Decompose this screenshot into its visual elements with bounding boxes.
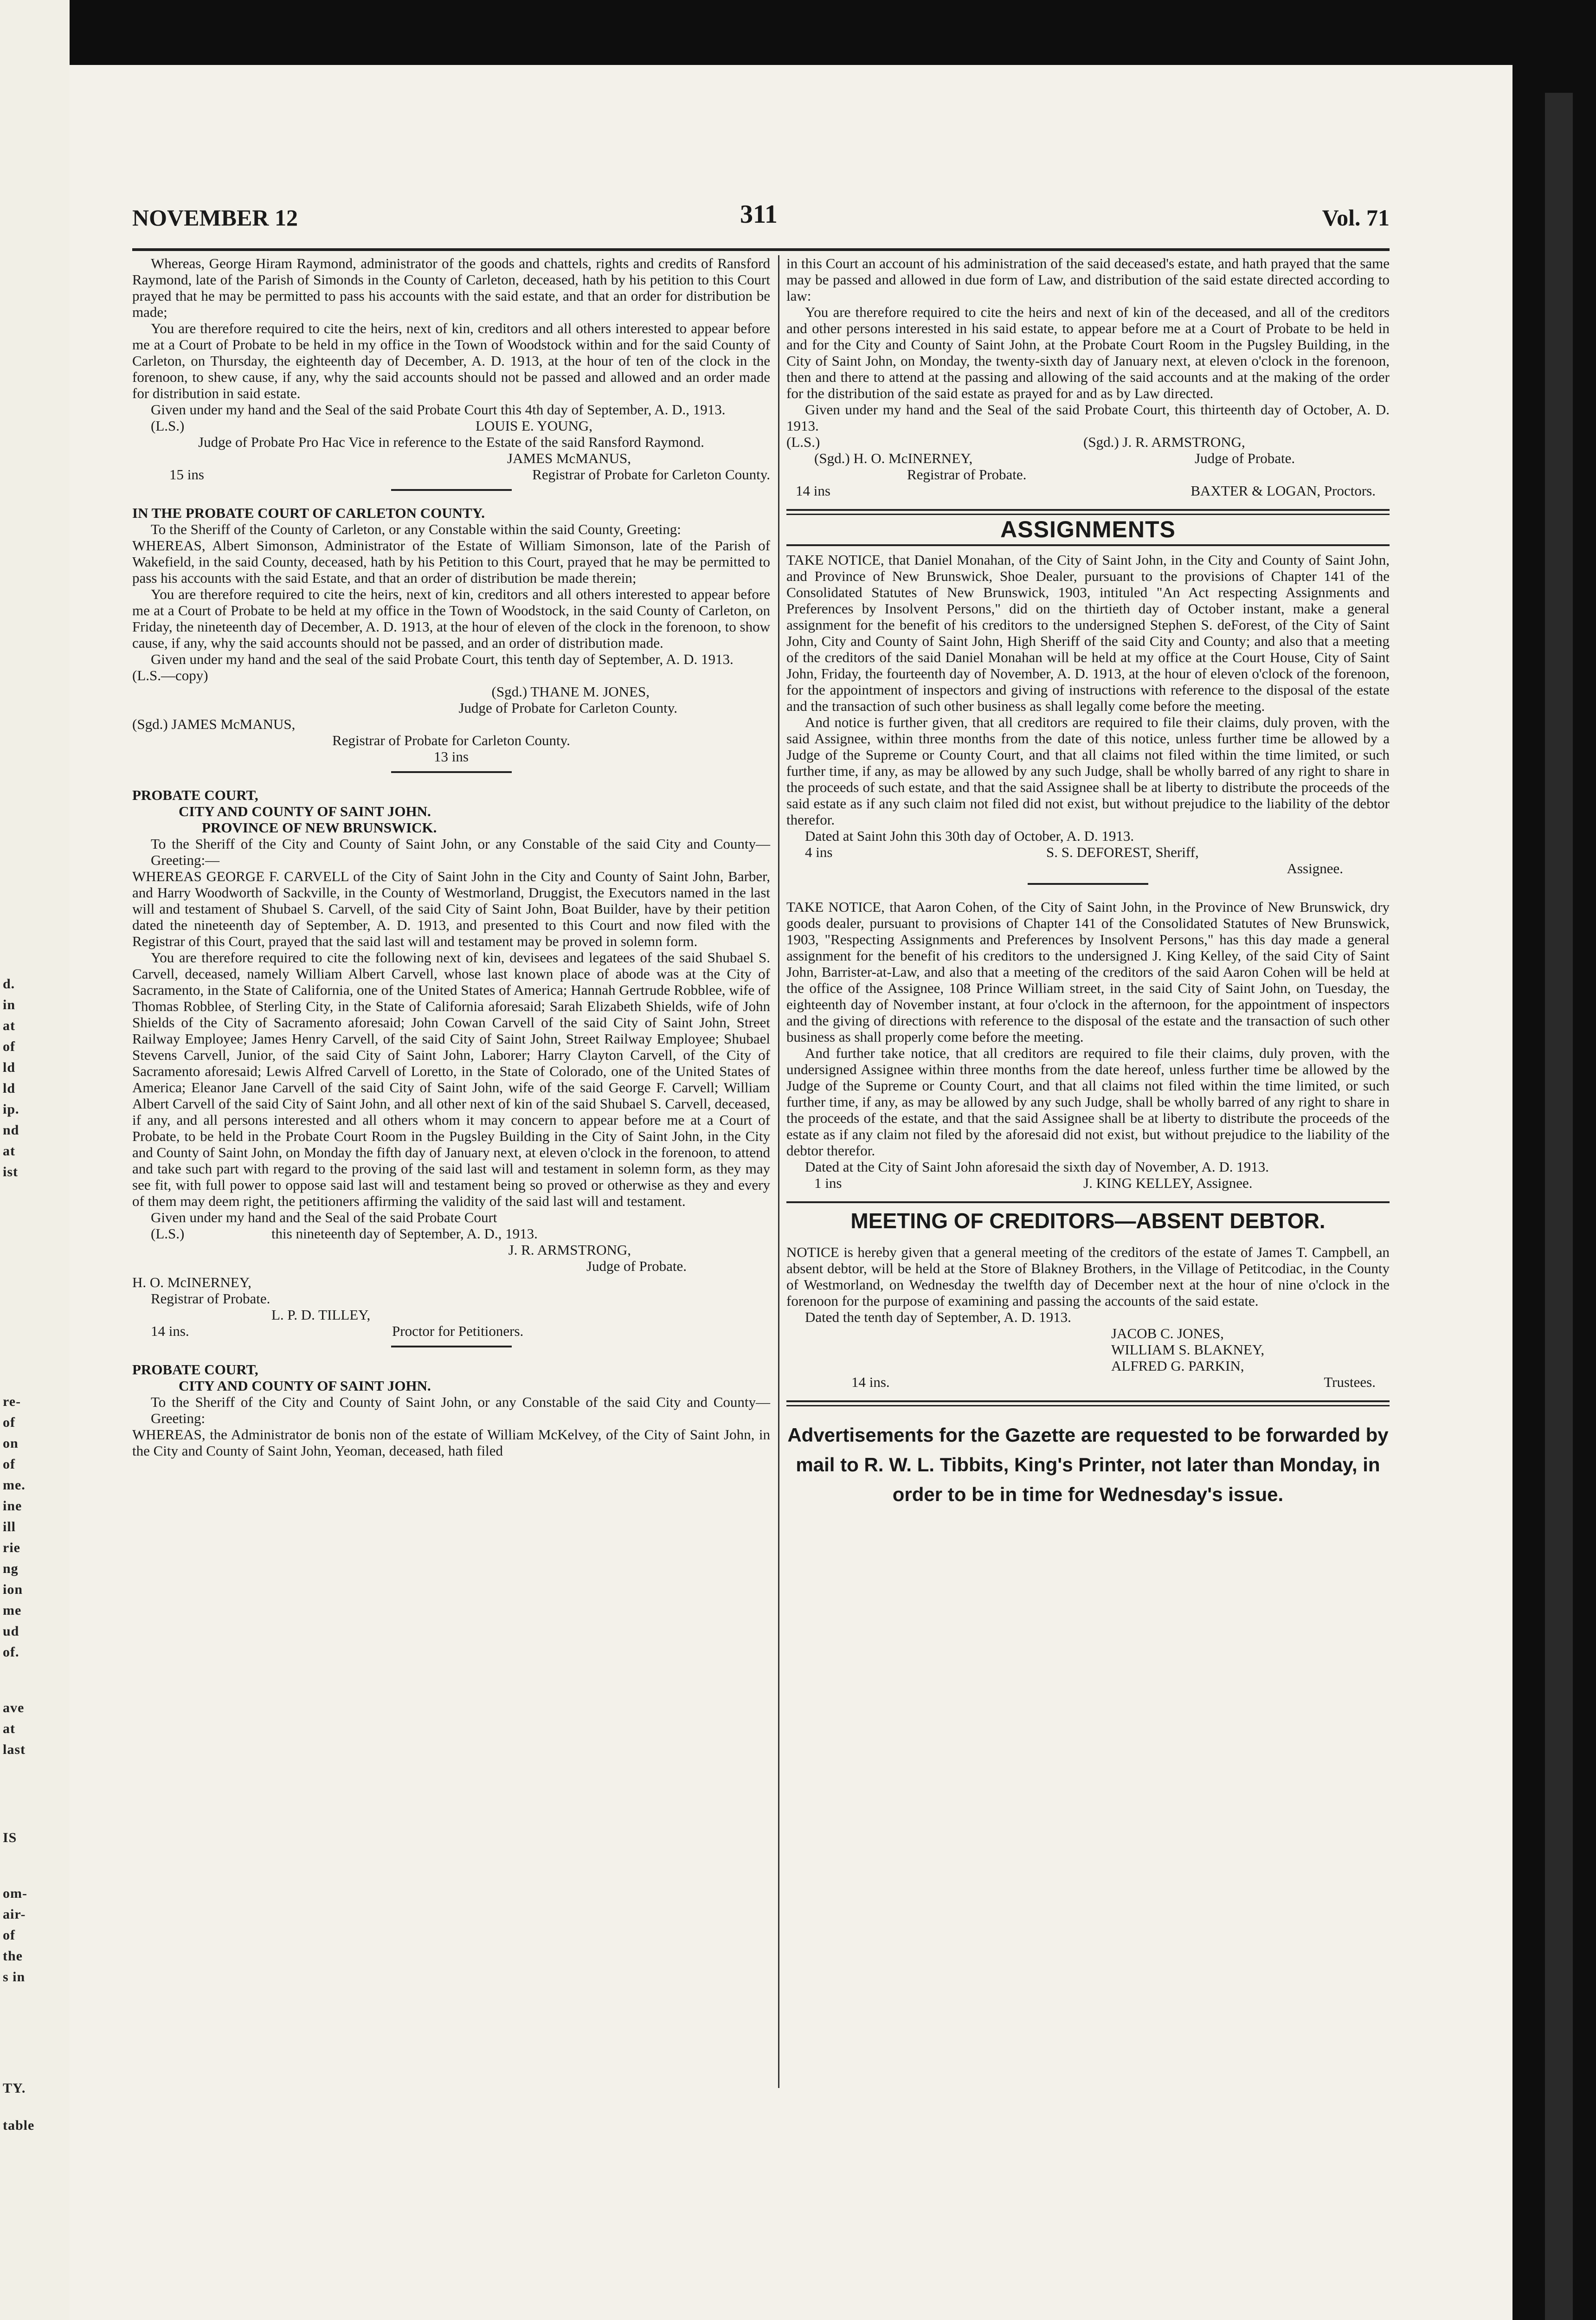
notice-date: Dated at Saint John this 30th day of October, A. D. 1913. [805,828,1134,844]
notice-separator [391,1346,512,1347]
probate-notice-carvell [132,787,770,1347]
margin-fragment: ine [3,1498,22,1514]
right-column [786,255,1390,1509]
adjacent-page-margin [0,0,70,2320]
signature-line [786,1374,1390,1390]
signature-line [132,418,770,434]
signature-line [132,466,770,483]
registrar-name: JAMES McMANUS, [507,450,631,466]
absent-debtor-notice [786,1244,1390,1390]
notice-paragraph: WHEREAS, Albert Simonson, Administrator of the Estate of William Simonson, late of the Parish of Wakefield, in the said County, deceased, hath by his Petition to this Court, prayed that he may be permitted to pass his accounts with the said Estate, and that an order of distribution be made therein; [132,537,770,586]
notice-address: To the Sheriff of the County of Carleton, or any Constable within the said County, Greeting: [151,521,681,537]
trustee-name: ALFRED G. PARKIN, [1111,1358,1244,1374]
registrar-title: Registrar of Probate. [151,1290,270,1307]
seal-mark: (L.S.) [786,434,820,450]
margin-fragment: nd [3,1122,19,1138]
assignments-heading: ASSIGNMENTS [1000,516,1176,542]
signature-line [786,483,1390,499]
section-rule [786,1201,1390,1203]
notice-heading: PROBATE COURT, [132,1361,258,1378]
judge-title: Judge of Probate Pro Hac Vice in reference to the Estate of the said Ransford Raymond. [198,434,704,450]
insertion-count: 14 ins [796,483,830,499]
notice-paragraph: TAKE NOTICE, that Daniel Monahan, of the City of Saint John, in the City and County of Saint John, and Province of New Brunswick, Shoe Dealer, pursuant to the provisions of Chapter 141 of the Consolidated Statutes of New Brunswick, 1903, intituled "An Act respecting Assignments and Preferences by Insolvent Persons," did on the thirtieth day of October instant, make a general assignment for the benefit of his creditors to the undersigned Stephen S. deForest, of the City of Saint John, City and County of Saint John, High Sheriff of the said City and County; and also that a meeting of the creditors of the said Daniel Monahan will be held at my office at the Court House, City of Saint John, Friday, the fourteenth day of November, A. D. 1913, at the hour of eleven o'clock of the forenoon, for the appointment of inspectors and giving of instructions with reference to the disposal of the estate and the transaction of such other business as shall legally come before the meeting. [786,552,1390,714]
margin-fragment: me [3,1603,22,1618]
notice-paragraph: Given under my hand and the Seal of the said Probate Court [151,1209,497,1225]
meeting-of-creditors-heading: MEETING OF CREDITORS—ABSENT DEBTOR. [850,1209,1326,1233]
assignee-title: Assignee. [1287,860,1343,876]
registrar-title: Registrar of Probate for Carleton County. [332,732,570,748]
page-header [132,200,1390,246]
proctor-name: L. P. D. TILLEY, [271,1307,371,1323]
margin-fragment: ill [3,1519,16,1534]
page-number: 311 [740,200,778,229]
margin-fragment: last [3,1742,26,1757]
notice-paragraph: And further take notice, that all creditors are required to file their claims, duly proven, with the undersigned Assignee within three months from the date hereof, unless further time be allowed by the Judge of the Supreme or County Court, and that all claims not filed within the time limited, or such further time, if any, as may be allowed by any such Judge, shall be wholly barred of any right to share in the proceeds of the estate, and that the said Assignee shall be at liberty to distribute the proceeds of the estate as if any claim not filed by the aforesaid did not exist, but without prejudice to the liability of the debtor therefor. [786,1045,1390,1159]
margin-fragment: at [3,1721,15,1736]
margin-fragment: om- [3,1886,27,1901]
gazette-page [70,65,1512,2320]
notice-date: Dated the tenth day of September, A. D. 1913. [805,1309,1071,1325]
notice-paragraph: You are therefore required to cite the heirs, next of kin, creditors and all others interested to appear before me at a Court of Probate to be held in my office in the Town of Woodstock within and for the said County of Carleton, on Thursday, the eighteenth day of December, A. D. 1913, at the hour of ten of the clock in the forenoon, to shew cause, if any, why the said accounts should not be passed and allowed and an order made for distribution in said estate. [132,320,770,401]
margin-fragment: rie [3,1540,20,1555]
assignee-name: S. S. DEFOREST, Sheriff, [1046,844,1199,860]
column-divider [778,255,779,2088]
insertion-count: 14 ins. [151,1323,189,1339]
registrar-name: (Sgd.) H. O. McINERNEY, [814,450,973,466]
assignment-notice-monahan [786,552,1390,885]
seal-mark: (L.S.—copy) [132,667,208,683]
notice-paragraph: TAKE NOTICE, that Aaron Cohen, of the City of Saint John, in the Province of New Brunswick, dry goods dealer, pursuant to provisions of Chapter 141 of the Consolidated Statutes of New Brunswick, 1903, "Respecting Assignments and Preferences by Insolvent Persons," has this day made a general assignment for the benefit of his creditors to the undersigned J. King Kelley, of the said City of Saint John, Barrister-at-Law, and also that a meeting of the creditors of the said Aaron Cohen will be held at the office of the Assignee, 108 Prince William street, in the said City of Saint John, on Tuesday, the eighteenth day of November instant, at four o'clock in the afternoon, for the appointment of inspectors and the giving of directions with reference to the disposal of the estate and the transaction of such other business as shall properly come before the meeting. [786,899,1390,1045]
notice-address: To the Sheriff of the City and County of Saint John, or any Constable of the said City and County—Greeting: [151,1394,770,1426]
notice-heading: IN THE PROBATE COURT OF CARLETON COUNTY. [132,505,485,521]
trustee-name: JACOB C. JONES, [1111,1325,1224,1341]
margin-fragment: of [3,1456,15,1472]
margin-fragment: of. [3,1644,19,1660]
judge-name: (Sgd.) THANE M. JONES, [491,683,650,700]
notice-paragraph: in this Court an account of his administration of the said deceased's estate, and hath prayed that the same may be passed and allowed in due form of Law, and distribution of the said estate directed according to law: [786,255,1390,304]
margin-fragment: at [3,1018,15,1033]
assignee-name: J. KING KELLEY, Assignee. [1083,1175,1253,1191]
signature-line [786,844,1390,860]
insertion-count: 13 ins [434,748,469,765]
notice-paragraph: And notice is further given, that all creditors are required to file their claims, duly proven, with the said Assignee, within three months from the date of this notice, unless further time be allowed by a Judge of the Supreme or County Court, and that all claims not filed within the time limited, or such further time, if any, as may be allowed by any such Judge, shall be wholly barred of any right to share in the proceeds of such estate, and that the said Assignee shall be at liberty to distribute the proceeds of the said estate as if any such claim not filed did not exist, but without prejudice to the liability of the debtor therefor. [786,714,1390,828]
notice-heading: PROVINCE OF NEW BRUNSWICK. [202,819,437,836]
signature-line [132,1323,770,1339]
insertion-count: 15 ins [169,466,204,483]
left-column [132,255,770,1469]
margin-fragment: s in [3,1969,26,1985]
margin-fragment: me. [3,1477,26,1493]
notice-address: To the Sheriff of the City and County of Saint John, or any Constable of the said City and County—Greeting:— [151,836,770,868]
insertion-count: 4 ins [805,844,833,860]
notice-paragraph: Given under my hand and the seal of the said Probate Court, this tenth day of September, A. D. 1913. [151,651,734,667]
section-rule [786,544,1390,546]
notice-separator [1028,883,1148,885]
probate-notice-mckelvey [132,1361,770,1459]
margin-fragment: of [3,1415,15,1430]
margin-fragment: ist [3,1164,18,1179]
signature-line [786,450,1390,466]
margin-fragment: ud [3,1624,19,1639]
margin-fragment: the [3,1948,23,1964]
notice-paragraph: WHEREAS GEORGE F. CARVELL of the City of Saint John in the City and County of Saint John, Barber, and Harry Woodworth of Sackville, in the County of Westmorland, Druggist, the Executors named in the last will and testament of Shubael S. Carvell, of the said City of Saint John, Boat Builder, have by their petition dated the nineteenth day of September, A. D. 1913, and presented to this Court and now filed with the Registrar of this Court, prayed that the said last will and testament may be proved in solemn form. [132,868,770,949]
judge-name: (Sgd.) J. R. ARMSTRONG, [1083,434,1245,450]
margin-fragment: ng [3,1561,19,1576]
margin-fragment: ip. [3,1102,19,1117]
insertion-count: 1 ins [814,1175,842,1191]
book-binding-edge [1545,93,1573,2320]
trustee-name: WILLIAM S. BLAKNEY, [1111,1341,1265,1358]
notice-date: this nineteenth day of September, A. D., 1913. [271,1225,538,1242]
gazette-advertising-notice: Advertisements for the Gazette are requested to be forwarded by mail to R. W. L. Tibbits, King's Printer, not later than Monday, in order to be in time for Wednesday's issue. [787,1424,1389,1505]
judge-name: LOUIS E. YOUNG, [476,418,592,434]
notice-paragraph: You are therefore required to cite the heirs and next of kin of the deceased, and all of the creditors and other persons interested in his said estate, to appear before me at a Court of Probate to be held in and for the City and County of Saint John, at the Probate Court Room in the Pugsley Building, in the City of Saint John, on Monday, the twenty-sixth day of January next, at eleven o'clock in the forenoon, then and there to attend at the passing and allowing of the said accounts and at the making of the order for the distribution of the said estate as prayed for and as by Law directed. [786,304,1390,401]
judge-name: J. R. ARMSTRONG, [508,1242,631,1258]
notice-paragraph: Given under my hand and the Seal of the said Probate Court this 4th day of September, A. D., 1913. [151,401,726,418]
margin-fragment: d. [3,976,15,992]
registrar-title: Registrar of Probate. [907,466,1027,483]
judge-title: Judge of Probate. [1195,450,1295,466]
margin-fragment: ld [3,1060,16,1075]
notice-paragraph: Whereas, George Hiram Raymond, administrator of the goods and chattels, rights and credits of Ransford Raymond, late of the Parish of Simonds in the County of Carleton, deceased, hath by his petition to this Court prayed that he may be permitted to pass his accounts with the said estate, and that an order for distribution be made; [132,255,770,320]
notice-separator [391,489,512,491]
notice-date: Dated at the City of Saint John aforesaid the sixth day of November, A. D. 1913. [805,1159,1269,1175]
margin-fragment: ld [3,1081,16,1096]
margin-fragment: TY. [3,2081,26,2096]
notice-paragraph: NOTICE is hereby given that a general meeting of the creditors of the estate of James T. Campbell, an absent debtor, will be held at the Store of Blakney Brothers, in the Village of Petitcodiac, in the County of Westmorland, on Wednesday the twelfth day of December next at the hour of nine o'clock in the forenoon for the purpose of examining and passing the accounts of the said estate. [786,1244,1390,1309]
registrar-name: H. O. McINERNEY, [132,1274,251,1290]
insertion-count: 14 ins. [851,1374,890,1390]
margin-fragment: ion [3,1582,23,1597]
proctors-name: BAXTER & LOGAN, Proctors. [1191,483,1376,499]
assignment-notice-cohen [786,899,1390,1191]
seal-mark: (L.S.) [151,418,185,434]
trustees-title: Trustees. [1324,1374,1376,1390]
header-rule [132,248,1390,251]
volume-number: Vol. 71 [1322,205,1390,231]
probate-notice-simonson [132,505,770,773]
section-rule [786,1400,1390,1406]
margin-fragment: ave [3,1700,25,1715]
registrar-title: Registrar of Probate for Carleton County. [532,466,770,483]
notice-paragraph: WHEREAS, the Administrator de bonis non of the estate of William McKelvey, of the City of Saint John, in the City and County of Saint John, Yeoman, deceased, hath filed [132,1426,770,1459]
probate-notice-raymond [132,255,770,491]
margin-fragment: re- [3,1394,21,1409]
seal-mark: (L.S.) [151,1225,185,1242]
notice-paragraph: You are therefore required to cite the heirs, next of kin, creditors and all others interested to appear before me at a Court of Probate to be held at my office in the Town of Woodstock, in the said County of Carleton, on Friday, the nineteenth day of December, A. D. 1913, at the hour of eleven of the clock in the forenoon, to show cause, if any, why the said accounts should not be passed, and an order of distribution made. [132,586,770,651]
signature-line [786,434,1390,450]
proctor-title: Proctor for Petitioners. [392,1323,524,1339]
judge-title: Judge of Probate for Carleton County. [458,700,677,716]
signature-line [132,1225,770,1242]
header-date: NOVEMBER 12 [132,205,298,231]
margin-fragment: of [3,1039,15,1054]
margin-fragment: table [3,2118,35,2133]
notice-paragraph: Given under my hand and the Seal of the said Probate Court, this thirteenth day of October, A. D. 1913. [786,401,1390,434]
notice-heading: CITY AND COUNTY OF SAINT JOHN. [179,1378,431,1394]
margin-fragment: air- [3,1907,26,1922]
margin-fragment: IS [3,1830,17,1845]
judge-title: Judge of Probate. [586,1258,687,1274]
margin-fragment: of [3,1927,15,1943]
margin-fragment: at [3,1143,15,1159]
margin-fragment: on [3,1436,19,1451]
notice-heading: PROBATE COURT, [132,787,258,803]
margin-fragment: in [3,997,16,1012]
registrar-name: (Sgd.) JAMES McMANUS, [132,716,296,732]
notice-heading: CITY AND COUNTY OF SAINT JOHN. [179,803,431,819]
signature-line [786,1175,1390,1191]
probate-notice-mckelvey-continued [786,255,1390,499]
notice-separator [391,771,512,773]
section-rule [786,509,1390,515]
notice-paragraph: You are therefore required to cite the following next of kin, devisees and legatees of the said Shubael S. Carvell, deceased, namely William Albert Carvell, whose last known place of abode was at the City of Sacramento, in the State of California, one of the United States of America; Hannah Gertrude Robblee, wife of Thomas Robblee, of Sterling City, in the State of California aforesaid; Sarah Elizabeth Shields, wife of John Shields of the City of Sacramento aforesaid; John Cowan Carvell of the said City of Saint John, Street Railway Employee; James Henry Carvell, of the said City of Saint John, Street Railway Employee; Shubael Stevens Carvell, Junior, of the said City of Saint John, Laborer; Harry Clayton Carvell, of the City of Sacramento aforesaid; Lewis Alfred Carvell of Loretto, in the State of Colorado, one of the United States of America; Eleanor Jane Carvell of the said City of Saint John, wife of the said George F. Carvell; William Albert Carvell of the said City of Saint John, and all other next of kin of the said Shubael S. Carvell, deceased, if any, and all persons interested and all others whom it may concern to appear before me at a Court of Probate, to be held in the Probate Court Room in the Pugsley Building in the City of Saint John, in the City and County of Saint John, on Monday the fifth day of January next, at eleven o'clock in the forenoon, to attend and take such part with regard to the proving of the said last will and testament in solemn form, as they may see fit, with full power to oppose said last will and testament being so proved or otherwise as they and every of them may deem right, the petitioners affirming the validity of the said last will and testament. [132,949,770,1209]
